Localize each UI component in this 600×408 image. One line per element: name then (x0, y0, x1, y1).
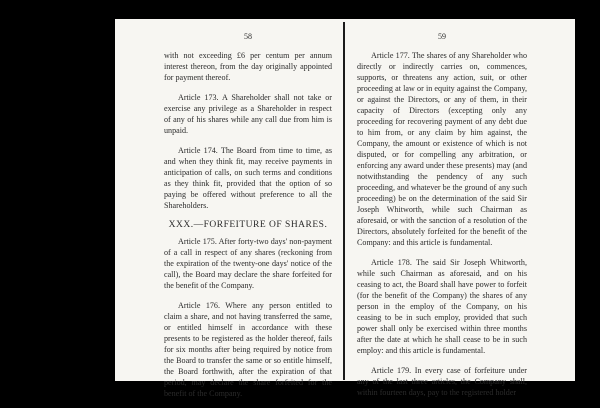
article-176: Article 176. Where any person entitled to claim a share, and not having transferred the same, or entitled himself in accordance with these presents to be registered as the holder thereof, fails for six months after being required by notice from the Board to transfer the same or so entitle himself, the Board forthwith, after the expiration of that period, may declare the share forfeited for the benefit of the Company. (164, 301, 332, 398)
article-177: Article 177. The shares of any Shareholder who directly or indirectly carries on, commences, supports, or threatens any action, suit, or other proceeding at law or in equity against the Company, or against the Directors, or any of them, in their capacity of Directors (excepting only any proceeding for recovering payment of any debt due to him from, or any claim by him against, the Company, the amount or existence of which is not disputed, or for compelling any arbitration, or enforcing any award under these presents) may (and notwithstanding the pendency of any such proceeding, and whatever be the ground of any such proceeding) be on the determination of the said Sir Joseph Whitworth, while such Chairman as aforesaid, or with the sanction of a resolution of the Directors, absolutely forfeited for the benefit of the Company: and this article is fundamental. (357, 51, 527, 247)
article-175: Article 175. After forty-two days' non-payment of a call in respect of any shares (reckoning from the expiration of the twenty-one days' notice of the call), the Board may declare the share forfeited for the benefit of the Company. (164, 237, 332, 290)
paragraph-continuation: with not exceeding £6 per centum per annum interest thereon, from the day originally appointed for payment thereof. (164, 51, 332, 82)
article-179: Article 179. In every case of forfeiture under any of the last three articles, the Company shall, within fourteen days, pay to the registered holder (357, 366, 527, 397)
article-174: Article 174. The Board from time to time, as and when they think fit, may receive payments in anticipation of calls, on such terms and conditions as they think fit, provided that the option of so paying be offered without preference to all the Shareholders. (164, 146, 332, 210)
article-178: Article 178. The said Sir Joseph Whitworth, while such Chairman as aforesaid, and on his ceasing to act, the Board shall have power to forfeit (for the benefit of the Company) the shares of any person in the employ of the Company, on his ceasing to be in such employ, provided that such power shall only be exercised within three months after the date at which he shall cease to be in such employ: and this article is fundamental. (357, 258, 527, 355)
right-page (357, 31, 527, 407)
article-173: Article 173. A Shareholder shall not take or exercise any privilege as a Shareholder in respect of any of his shares while any call due from him is unpaid. (164, 93, 332, 135)
left-page (164, 31, 332, 408)
page-number-left: 58 (244, 32, 252, 41)
section-heading: XXX.—FORFEITURE OF SHARES. (168, 220, 328, 230)
page-number-right: 59 (438, 32, 446, 41)
book-binding-fold (343, 22, 345, 380)
